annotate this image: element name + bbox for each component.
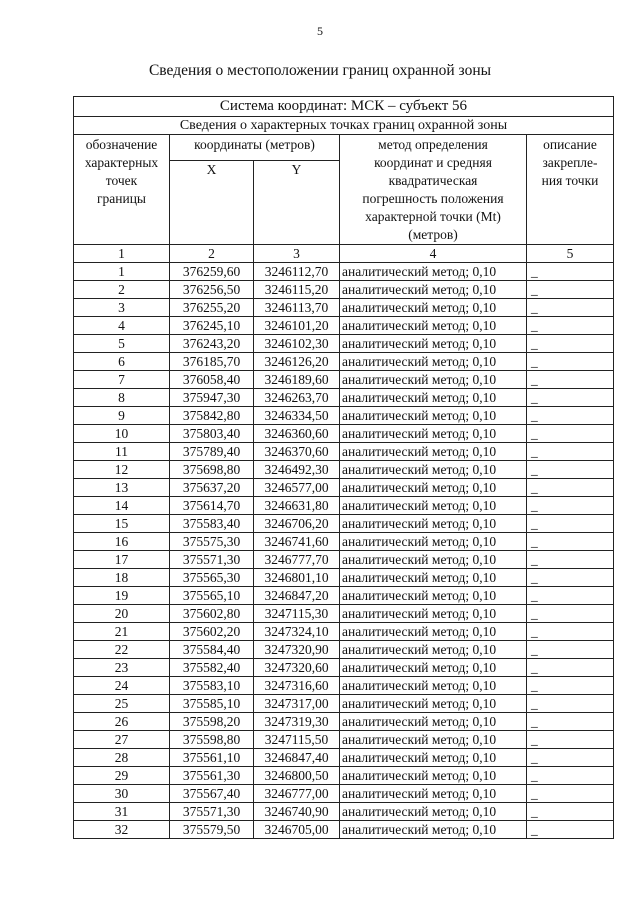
y-coordinate-cell: 3246360,60 xyxy=(254,425,340,443)
table-row xyxy=(74,299,614,317)
y-coordinate-cell: 3246800,50 xyxy=(254,767,340,785)
description-cell: _ xyxy=(527,443,614,461)
y-coordinate-cell: 3246847,40 xyxy=(254,749,340,767)
description-cell: _ xyxy=(527,821,614,839)
point-number-cell: 8 xyxy=(74,389,170,407)
table-row xyxy=(74,659,614,677)
document-title: Сведения о местоположении границ охранной зоны xyxy=(148,62,492,79)
point-number-cell: 2 xyxy=(74,281,170,299)
point-number-cell: 21 xyxy=(74,623,170,641)
description-cell: _ xyxy=(527,803,614,821)
y-coordinate-cell: 3246126,20 xyxy=(254,353,340,371)
point-number-cell: 20 xyxy=(74,605,170,623)
y-coordinate-cell: 3246706,20 xyxy=(254,515,340,533)
x-coordinate-cell: 375565,30 xyxy=(170,569,254,587)
point-number-cell: 13 xyxy=(74,479,170,497)
x-coordinate-cell: 375602,20 xyxy=(170,623,254,641)
section-heading-row: Сведения о характерных точках границ охранной зоны xyxy=(74,117,614,135)
description-cell: _ xyxy=(527,425,614,443)
table-row xyxy=(74,533,614,551)
method-cell: аналитический метод; 0,10 xyxy=(340,659,527,677)
column-number: 4 xyxy=(340,245,527,263)
x-coordinate-cell: 375584,40 xyxy=(170,641,254,659)
method-cell: аналитический метод; 0,10 xyxy=(340,821,527,839)
method-cell: аналитический метод; 0,10 xyxy=(340,695,527,713)
y-coordinate-cell: 3246370,60 xyxy=(254,443,340,461)
table-row xyxy=(74,605,614,623)
y-coordinate-cell: 3246492,30 xyxy=(254,461,340,479)
description-cell: _ xyxy=(527,767,614,785)
x-coordinate-cell: 375614,70 xyxy=(170,497,254,515)
x-coordinate-cell: 375598,80 xyxy=(170,731,254,749)
table-row xyxy=(74,425,614,443)
table-row xyxy=(74,677,614,695)
description-cell: _ xyxy=(527,317,614,335)
description-cell: _ xyxy=(527,587,614,605)
method-cell: аналитический метод; 0,10 xyxy=(340,749,527,767)
table-row xyxy=(74,767,614,785)
table-row xyxy=(74,641,614,659)
coordinate-system-row: Система координат: МСК – субъект 56 xyxy=(74,97,614,117)
x-coordinate-cell: 375789,40 xyxy=(170,443,254,461)
table-row xyxy=(74,389,614,407)
point-number-cell: 17 xyxy=(74,551,170,569)
column-number: 3 xyxy=(254,245,340,263)
description-cell: _ xyxy=(527,263,614,281)
x-coordinate-cell: 376185,70 xyxy=(170,353,254,371)
description-cell: _ xyxy=(527,677,614,695)
x-coordinate-cell: 375575,30 xyxy=(170,533,254,551)
header-x: X xyxy=(170,161,254,245)
method-cell: аналитический метод; 0,10 xyxy=(340,317,527,335)
x-coordinate-cell: 375579,50 xyxy=(170,821,254,839)
table-row xyxy=(74,263,614,281)
y-coordinate-cell: 3246777,00 xyxy=(254,785,340,803)
description-cell: _ xyxy=(527,695,614,713)
table-row xyxy=(74,731,614,749)
method-cell: аналитический метод; 0,10 xyxy=(340,515,527,533)
method-cell: аналитический метод; 0,10 xyxy=(340,407,527,425)
table-row xyxy=(74,587,614,605)
description-cell: _ xyxy=(527,641,614,659)
y-coordinate-cell: 3247115,50 xyxy=(254,731,340,749)
point-number-cell: 25 xyxy=(74,695,170,713)
y-coordinate-cell: 3246334,50 xyxy=(254,407,340,425)
method-cell: аналитический метод; 0,10 xyxy=(340,479,527,497)
header-point-designation: обозначение характерных точек границы xyxy=(74,135,170,245)
y-coordinate-cell: 3247320,60 xyxy=(254,659,340,677)
method-cell: аналитический метод; 0,10 xyxy=(340,731,527,749)
column-number: 1 xyxy=(74,245,170,263)
x-coordinate-cell: 376245,10 xyxy=(170,317,254,335)
method-cell: аналитический метод; 0,10 xyxy=(340,785,527,803)
x-coordinate-cell: 375598,20 xyxy=(170,713,254,731)
table-row xyxy=(74,443,614,461)
x-coordinate-cell: 375583,10 xyxy=(170,677,254,695)
description-cell: _ xyxy=(527,569,614,587)
description-cell: _ xyxy=(527,731,614,749)
description-cell: _ xyxy=(527,749,614,767)
method-cell: аналитический метод; 0,10 xyxy=(340,533,527,551)
y-coordinate-cell: 3246263,70 xyxy=(254,389,340,407)
description-cell: _ xyxy=(527,533,614,551)
x-coordinate-cell: 376243,20 xyxy=(170,335,254,353)
description-cell: _ xyxy=(527,713,614,731)
method-cell: аналитический метод; 0,10 xyxy=(340,713,527,731)
table-row xyxy=(74,569,614,587)
table-row xyxy=(74,749,614,767)
method-cell: аналитический метод; 0,10 xyxy=(340,623,527,641)
x-coordinate-cell: 376259,60 xyxy=(170,263,254,281)
y-coordinate-cell: 3247324,10 xyxy=(254,623,340,641)
method-cell: аналитический метод; 0,10 xyxy=(340,803,527,821)
table-row xyxy=(74,281,614,299)
header-method: метод определения координат и средняя квадратическая погрешность положения характерной точки (Мt) (метров) xyxy=(340,135,527,245)
header-coordinates: координаты (метров) xyxy=(170,135,340,161)
table-row xyxy=(74,371,614,389)
description-cell: _ xyxy=(527,479,614,497)
point-number-cell: 19 xyxy=(74,587,170,605)
method-cell: аналитический метод; 0,10 xyxy=(340,335,527,353)
point-number-cell: 3 xyxy=(74,299,170,317)
table-row xyxy=(74,407,614,425)
column-number-row xyxy=(74,245,614,263)
header-y: Y xyxy=(254,161,340,245)
table-row xyxy=(74,461,614,479)
method-cell: аналитический метод; 0,10 xyxy=(340,281,527,299)
description-cell: _ xyxy=(527,515,614,533)
description-cell: _ xyxy=(527,785,614,803)
y-coordinate-cell: 3246101,20 xyxy=(254,317,340,335)
point-number-cell: 1 xyxy=(74,263,170,281)
y-coordinate-cell: 3246115,20 xyxy=(254,281,340,299)
table-row xyxy=(74,479,614,497)
x-coordinate-cell: 376256,50 xyxy=(170,281,254,299)
y-coordinate-cell: 3246777,70 xyxy=(254,551,340,569)
y-coordinate-cell: 3246801,10 xyxy=(254,569,340,587)
y-coordinate-cell: 3246740,90 xyxy=(254,803,340,821)
description-cell: _ xyxy=(527,461,614,479)
x-coordinate-cell: 375803,40 xyxy=(170,425,254,443)
x-coordinate-cell: 376058,40 xyxy=(170,371,254,389)
description-cell: _ xyxy=(527,335,614,353)
x-coordinate-cell: 375698,80 xyxy=(170,461,254,479)
point-number-cell: 7 xyxy=(74,371,170,389)
method-cell: аналитический метод; 0,10 xyxy=(340,263,527,281)
x-coordinate-cell: 375583,40 xyxy=(170,515,254,533)
point-number-cell: 24 xyxy=(74,677,170,695)
description-cell: _ xyxy=(527,551,614,569)
table-row xyxy=(74,551,614,569)
table-row xyxy=(74,353,614,371)
method-cell: аналитический метод; 0,10 xyxy=(340,389,527,407)
table-row xyxy=(74,623,614,641)
point-number-cell: 4 xyxy=(74,317,170,335)
x-coordinate-cell: 375561,10 xyxy=(170,749,254,767)
point-number-cell: 15 xyxy=(74,515,170,533)
x-coordinate-cell: 375842,80 xyxy=(170,407,254,425)
column-number: 2 xyxy=(170,245,254,263)
x-coordinate-cell: 375947,30 xyxy=(170,389,254,407)
table-row xyxy=(74,785,614,803)
method-cell: аналитический метод; 0,10 xyxy=(340,461,527,479)
y-coordinate-cell: 3247317,00 xyxy=(254,695,340,713)
method-cell: аналитический метод; 0,10 xyxy=(340,551,527,569)
y-coordinate-cell: 3246741,60 xyxy=(254,533,340,551)
method-cell: аналитический метод; 0,10 xyxy=(340,767,527,785)
y-coordinate-cell: 3247320,90 xyxy=(254,641,340,659)
method-cell: аналитический метод; 0,10 xyxy=(340,371,527,389)
description-cell: _ xyxy=(527,353,614,371)
description-cell: _ xyxy=(527,281,614,299)
table-row xyxy=(74,821,614,839)
x-coordinate-cell: 375637,20 xyxy=(170,479,254,497)
description-cell: _ xyxy=(527,623,614,641)
point-number-cell: 9 xyxy=(74,407,170,425)
table-row xyxy=(74,515,614,533)
y-coordinate-cell: 3247316,60 xyxy=(254,677,340,695)
table-row xyxy=(74,317,614,335)
x-coordinate-cell: 375585,10 xyxy=(170,695,254,713)
point-number-cell: 32 xyxy=(74,821,170,839)
y-coordinate-cell: 3246631,80 xyxy=(254,497,340,515)
description-cell: _ xyxy=(527,605,614,623)
point-number-cell: 12 xyxy=(74,461,170,479)
method-cell: аналитический метод; 0,10 xyxy=(340,425,527,443)
point-number-cell: 30 xyxy=(74,785,170,803)
table-row xyxy=(74,695,614,713)
y-coordinate-cell: 3246113,70 xyxy=(254,299,340,317)
method-cell: аналитический метод; 0,10 xyxy=(340,677,527,695)
x-coordinate-cell: 375561,30 xyxy=(170,767,254,785)
y-coordinate-cell: 3246577,00 xyxy=(254,479,340,497)
y-coordinate-cell: 3246112,70 xyxy=(254,263,340,281)
x-coordinate-cell: 375582,40 xyxy=(170,659,254,677)
x-coordinate-cell: 375571,30 xyxy=(170,803,254,821)
point-number-cell: 14 xyxy=(74,497,170,515)
table-row xyxy=(74,497,614,515)
point-number-cell: 16 xyxy=(74,533,170,551)
point-number-cell: 6 xyxy=(74,353,170,371)
description-cell: _ xyxy=(527,497,614,515)
method-cell: аналитический метод; 0,10 xyxy=(340,443,527,461)
point-number-cell: 11 xyxy=(74,443,170,461)
point-number-cell: 22 xyxy=(74,641,170,659)
point-number-cell: 23 xyxy=(74,659,170,677)
method-cell: аналитический метод; 0,10 xyxy=(340,641,527,659)
method-cell: аналитический метод; 0,10 xyxy=(340,299,527,317)
method-cell: аналитический метод; 0,10 xyxy=(340,569,527,587)
method-cell: аналитический метод; 0,10 xyxy=(340,605,527,623)
point-number-cell: 26 xyxy=(74,713,170,731)
header-description: описание закрепле- ния точки xyxy=(527,135,614,245)
y-coordinate-cell: 3246102,30 xyxy=(254,335,340,353)
x-coordinate-cell: 376255,20 xyxy=(170,299,254,317)
method-cell: аналитический метод; 0,10 xyxy=(340,587,527,605)
point-number-cell: 31 xyxy=(74,803,170,821)
description-cell: _ xyxy=(527,299,614,317)
column-number: 5 xyxy=(527,245,614,263)
table-row xyxy=(74,803,614,821)
x-coordinate-cell: 375565,10 xyxy=(170,587,254,605)
table-row xyxy=(74,335,614,353)
y-coordinate-cell: 3246705,00 xyxy=(254,821,340,839)
y-coordinate-cell: 3246847,20 xyxy=(254,587,340,605)
y-coordinate-cell: 3246189,60 xyxy=(254,371,340,389)
description-cell: _ xyxy=(527,371,614,389)
y-coordinate-cell: 3247115,30 xyxy=(254,605,340,623)
method-cell: аналитический метод; 0,10 xyxy=(340,353,527,371)
point-number-cell: 27 xyxy=(74,731,170,749)
point-number-cell: 10 xyxy=(74,425,170,443)
x-coordinate-cell: 375567,40 xyxy=(170,785,254,803)
x-coordinate-cell: 375602,80 xyxy=(170,605,254,623)
description-cell: _ xyxy=(527,389,614,407)
coordinates-table xyxy=(73,96,614,839)
y-coordinate-cell: 3247319,30 xyxy=(254,713,340,731)
table-row xyxy=(74,713,614,731)
description-cell: _ xyxy=(527,407,614,425)
point-number-cell: 18 xyxy=(74,569,170,587)
point-number-cell: 28 xyxy=(74,749,170,767)
point-number-cell: 29 xyxy=(74,767,170,785)
point-number-cell: 5 xyxy=(74,335,170,353)
page-number: 5 xyxy=(317,24,323,38)
description-cell: _ xyxy=(527,659,614,677)
x-coordinate-cell: 375571,30 xyxy=(170,551,254,569)
method-cell: аналитический метод; 0,10 xyxy=(340,497,527,515)
